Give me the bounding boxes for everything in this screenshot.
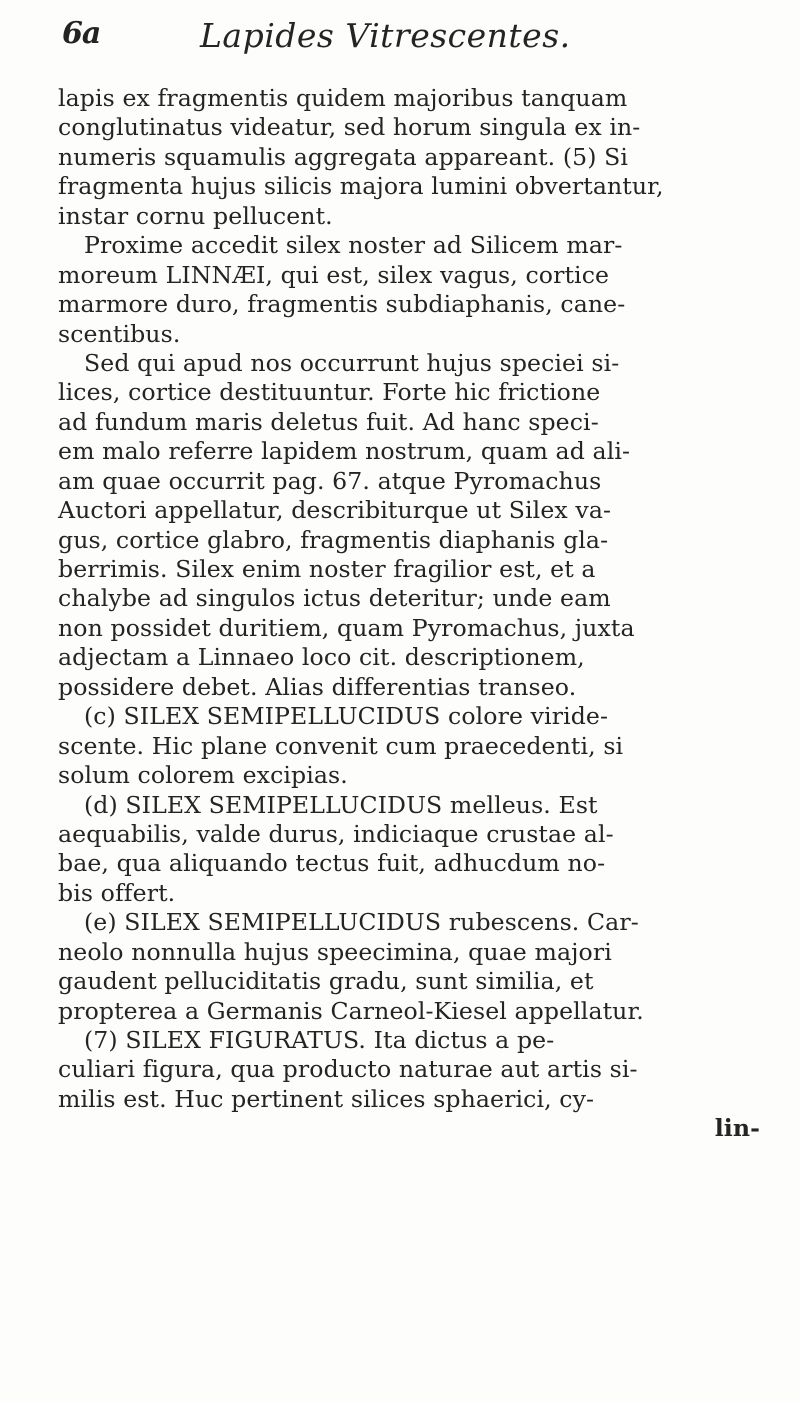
text-line: culiari figura, qua producto naturae aut artis si- [58,1055,638,1084]
running-title: Lapides Vitrescentes. [200,16,571,55]
text-line: (7) SILEX FIGURATUS. Ita dictus a pe- [84,1026,555,1054]
text-line: non possidet duritiem, quam Pyromachus, juxta [58,613,635,642]
text-line: solum colorem excipias. [58,761,348,790]
text-line: Sed qui apud nos occurrunt hujus speciei si- [84,348,620,377]
text-line: am quae occurrit pag. 67. atque Pyromachus [58,466,602,495]
text-line: adjectam a Linnaeo loco cit. descriptionem, [58,643,585,672]
text-line: scentibus. [58,319,181,348]
text-line: bis offert. [58,878,176,907]
text-line: moreum LINNÆI, qui est, silex vagus, cortice [58,260,610,289]
text-line: bae, qua aliquando tectus fuit, adhucdum no- [58,849,606,878]
text-line: milis est. Huc pertinent silices sphaerici, cy- [58,1084,595,1113]
text-line: ad fundum maris deletus fuit. Ad hanc speci- [58,407,599,436]
text-line: possidere debet. Alias differentias transeo. [58,672,577,701]
text-line: instar cornu pellucent. [58,201,333,230]
text-line: neolo nonnulla hujus speecimina, quae majori [58,937,612,966]
text-line: scente. Hic plane convenit cum praecedenti, si [58,731,624,760]
text-line: conglutinatus videatur, sed horum singula ex in- [58,113,641,142]
text-line: gus, cortice glabro, fragmentis diaphanis gla- [58,525,609,554]
text-line: (d) SILEX SEMIPELLUCIDUS melleus. Est [84,790,598,819]
catchword: lin- [714,1114,760,1143]
text-line: lices, cortice destituuntur. Forte hic frictione [58,378,601,407]
text-line: em malo referre lapidem nostrum, quam ad ali- [58,437,631,466]
body-text [58,84,780,1144]
text-line: lapis ex fragmentis quidem majoribus tanquam [58,84,628,112]
text-line: Proxime accedit silex noster ad Silicem mar- [84,231,623,260]
text-line: propterea a Germanis Carneol-Kiesel appellatur. [58,996,644,1025]
text-line: aequabilis, valde durus, indiciaque crustae al- [58,819,614,848]
text-line: numeris squamulis aggregata appareant. (5) Si [58,142,629,171]
page-number: 6a [62,16,101,51]
text-line: berrimis. Silex enim noster fragilior est, et a [58,555,596,583]
text-line: fragmenta hujus silicis majora lumini obvertantur, [58,172,664,201]
text-line: (e) SILEX SEMIPELLUCIDUS rubescens. Car- [84,908,639,937]
text-line: (c) SILEX SEMIPELLUCIDUS colore viride- [84,702,609,731]
text-line: Auctori appellatur, describiturque ut Silex va- [58,496,612,525]
running-head [50,14,750,66]
text-line: gaudent pelluciditatis gradu, sunt similia, et [58,967,594,996]
text-line: chalybe ad singulos ictus deteritur; unde eam [58,584,611,613]
text-line: marmore duro, fragmentis subdiaphanis, cane- [58,290,626,319]
